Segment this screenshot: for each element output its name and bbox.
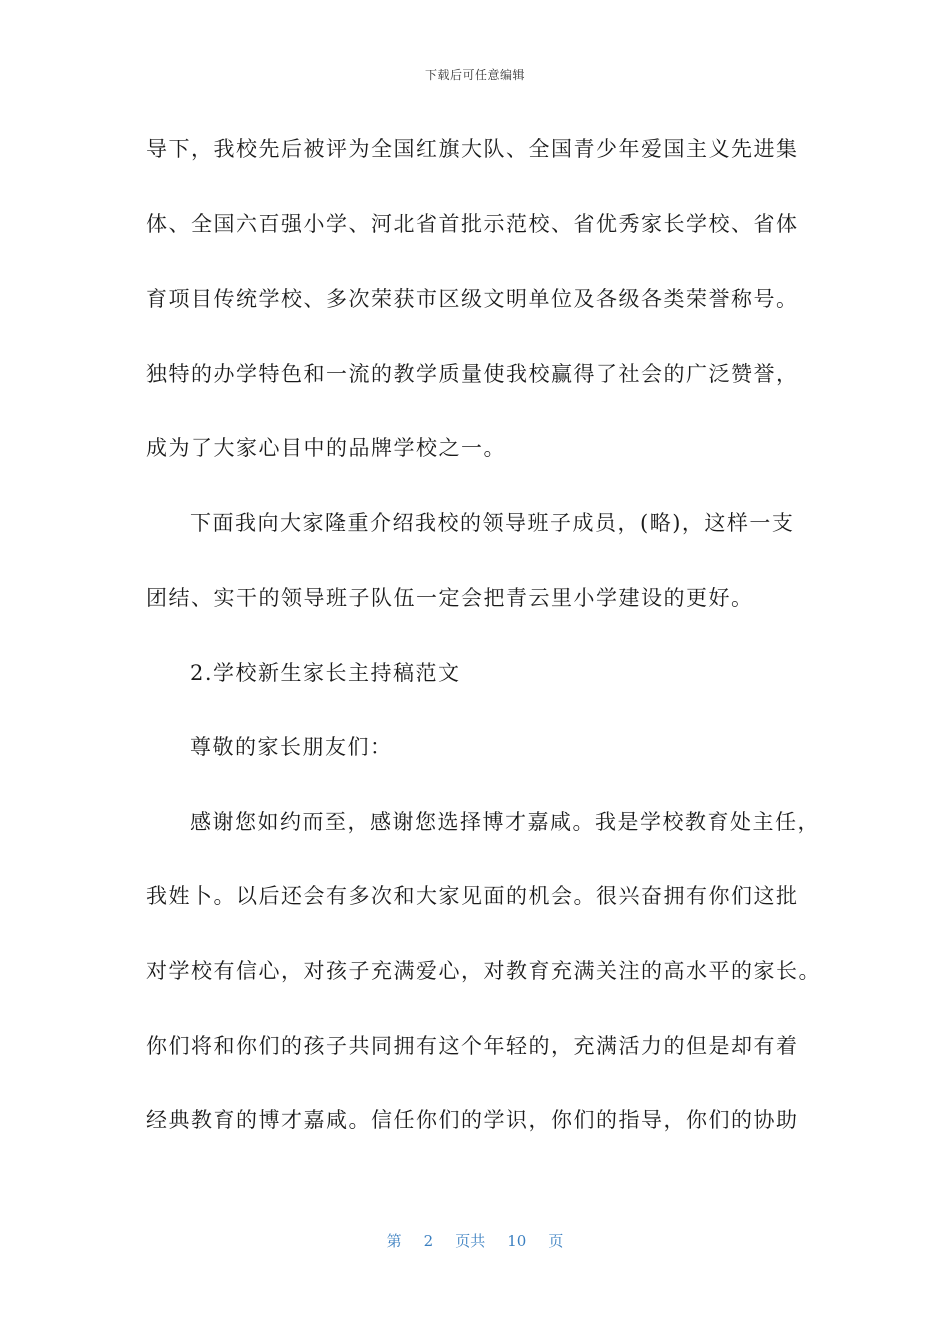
paragraph-start-line: 感谢您如约而至，感谢您选择博才嘉咸。我是学校教育处主任， <box>190 810 820 834</box>
current-page-number: 2 <box>423 1232 434 1250</box>
body-line: 我姓卜。以后还会有多次和大家见面的机会。很兴奋拥有你们这批 <box>146 884 799 908</box>
paragraph-start-line: 下面我向大家隆重介绍我校的领导班子成员，(略)，这样一支 <box>190 511 795 535</box>
page-header: 下载后可任意编辑 <box>424 68 525 82</box>
body-line: 育项目传统学校、多次荣获市区级文明单位及各级各类荣誉称号。 <box>146 287 799 311</box>
page-label-suffix: 页 <box>548 1232 564 1250</box>
body-line: 团结、实干的领导班子队伍一定会把青云里小学建设的更好。 <box>146 586 754 610</box>
salutation: 尊敬的家长朋友们： <box>190 735 393 759</box>
body-line: 独特的办学特色和一流的教学质量使我校赢得了社会的广泛赞誉， <box>146 362 799 386</box>
section-heading: 2.学校新生家长主持稿范文 <box>190 661 461 685</box>
page-label-prefix: 第 <box>386 1232 402 1250</box>
total-pages-number: 10 <box>507 1232 527 1250</box>
body-line: 体、全国六百强小学、河北省首批示范校、省优秀家长学校、省体 <box>146 212 799 236</box>
body-line: 经典教育的博才嘉咸。信任你们的学识，你们的指导，你们的协助 <box>146 1108 799 1132</box>
body-line: 对学校有信心，对孩子充满爱心，对教育充满关注的高水平的家长。 <box>146 959 821 983</box>
body-line: 导下，我校先后被评为全国红旗大队、全国青少年爱国主义先进集 <box>146 137 799 161</box>
body-line: 成为了大家心目中的品牌学校之一。 <box>146 436 506 460</box>
page-label-mid: 页共 <box>455 1232 486 1250</box>
page-footer <box>0 1230 950 1251</box>
body-line: 你们将和你们的孩子共同拥有这个年轻的，充满活力的但是却有着 <box>146 1034 799 1058</box>
